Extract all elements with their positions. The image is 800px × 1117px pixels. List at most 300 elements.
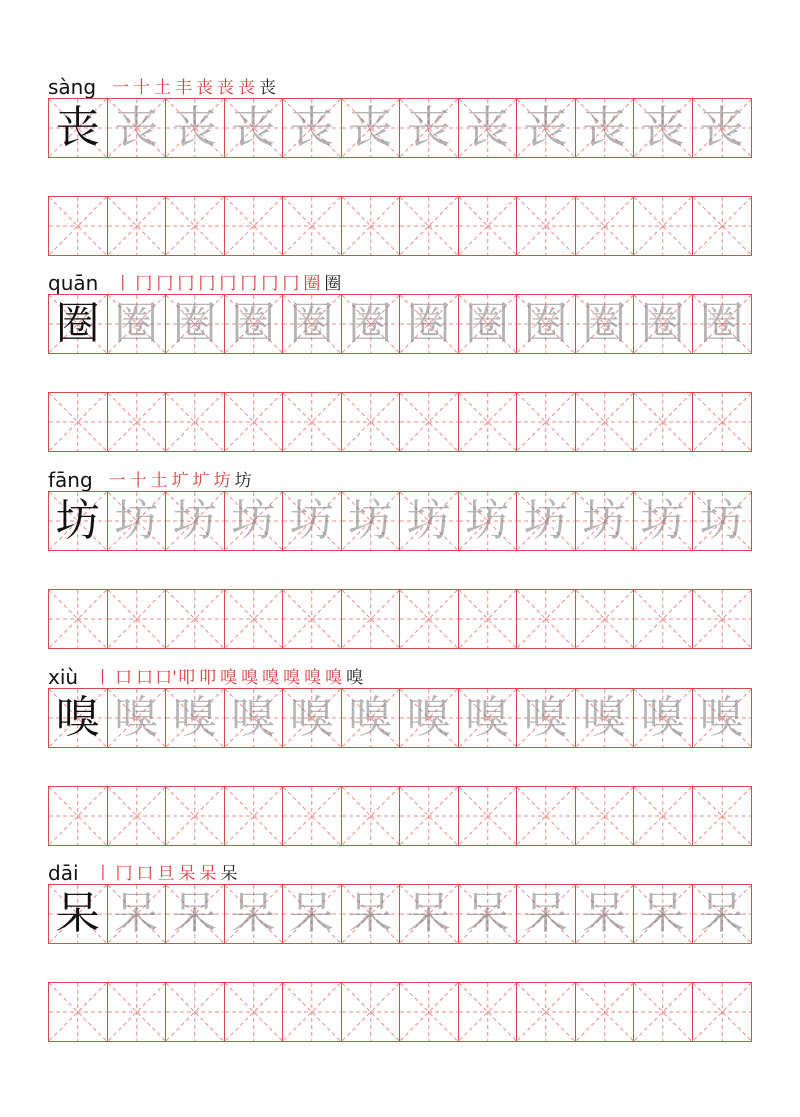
stroke-step: 丨	[94, 864, 112, 884]
stroke-step: 口	[136, 864, 154, 884]
entry-header	[48, 854, 240, 884]
blank-cell[interactable]	[49, 787, 108, 845]
guide-lines	[108, 590, 166, 648]
stroke-step: 圹	[192, 471, 210, 491]
blank-cell[interactable]	[459, 393, 518, 451]
guide-lines	[342, 393, 400, 451]
stroke-step: 丧	[196, 78, 214, 98]
trace-cell	[225, 885, 284, 943]
blank-cell[interactable]	[634, 393, 693, 451]
blank-cell[interactable]	[108, 197, 167, 255]
stroke-step: 坊	[213, 471, 231, 491]
trace-character: 丧	[172, 102, 217, 153]
trace-character: 圈	[289, 298, 334, 349]
blank-cell[interactable]	[283, 393, 342, 451]
stroke-step: 口'	[155, 668, 177, 688]
trace-character: 圈	[465, 298, 510, 349]
blank-cell[interactable]	[166, 197, 225, 255]
guide-lines	[576, 197, 634, 255]
guide-lines	[108, 393, 166, 451]
pinyin-label: xiù	[48, 665, 79, 689]
trace-character: 丧	[699, 102, 744, 153]
stroke-step: 冂	[135, 274, 153, 294]
blank-practice-grid	[48, 982, 752, 1042]
blank-cell[interactable]	[693, 590, 752, 648]
guide-lines	[693, 197, 752, 255]
guide-lines	[400, 787, 458, 845]
trace-cell	[225, 99, 284, 157]
guide-lines	[634, 393, 692, 451]
guide-lines	[459, 393, 517, 451]
trace-character: 圈	[699, 298, 744, 349]
stroke-step: 冂	[219, 274, 237, 294]
trace-cell	[459, 885, 518, 943]
trace-character: 坊	[289, 495, 334, 546]
blank-cell[interactable]	[342, 197, 401, 255]
trace-character: 嗅	[640, 692, 685, 743]
trace-character: 坊	[231, 495, 276, 546]
trace-character: 呆	[640, 888, 685, 939]
stroke-step: 嗅	[220, 668, 238, 688]
trace-character: 丧	[523, 102, 568, 153]
trace-cell	[634, 492, 693, 550]
model-cell	[49, 885, 108, 943]
trace-cell	[400, 689, 459, 747]
entry-header	[48, 461, 254, 491]
blank-cell[interactable]	[283, 787, 342, 845]
guide-lines	[166, 787, 224, 845]
trace-cell	[517, 99, 576, 157]
model-cell	[49, 295, 108, 353]
trace-character: 坊	[640, 495, 685, 546]
guide-lines	[634, 197, 692, 255]
entry-header	[48, 264, 343, 294]
trace-character: 坊	[348, 495, 393, 546]
blank-cell[interactable]	[576, 197, 635, 255]
blank-cell[interactable]	[225, 983, 284, 1041]
stroke-step: 一	[112, 78, 130, 98]
trace-character: 呆	[231, 888, 276, 939]
character-entry	[0, 854, 800, 1044]
model-character: 呆	[55, 888, 100, 939]
model-character: 丧	[55, 102, 100, 153]
trace-character: 呆	[465, 888, 510, 939]
guide-lines	[693, 393, 752, 451]
trace-character: 圈	[348, 298, 393, 349]
trace-cell	[634, 689, 693, 747]
trace-character: 坊	[172, 495, 217, 546]
tracing-grid	[48, 884, 752, 944]
trace-character: 呆	[582, 888, 627, 939]
trace-cell	[166, 689, 225, 747]
stroke-step: 嗅	[241, 668, 259, 688]
trace-cell	[108, 295, 167, 353]
guide-lines	[576, 393, 634, 451]
guide-lines	[108, 197, 166, 255]
stroke-step: 丰	[175, 78, 193, 98]
blank-cell[interactable]	[459, 590, 518, 648]
guide-lines	[634, 590, 692, 648]
guide-lines	[693, 983, 752, 1041]
guide-lines	[576, 787, 634, 845]
stroke-step: 十	[129, 471, 147, 491]
stroke-step: 冂	[198, 274, 216, 294]
trace-cell	[108, 99, 167, 157]
blank-cell[interactable]	[342, 787, 401, 845]
character-entry	[0, 264, 800, 454]
trace-character: 丧	[640, 102, 685, 153]
trace-character: 呆	[114, 888, 159, 939]
trace-cell	[634, 295, 693, 353]
stroke-step: 口	[136, 668, 154, 688]
blank-cell[interactable]	[400, 787, 459, 845]
guide-lines	[108, 787, 166, 845]
trace-character: 呆	[523, 888, 568, 939]
stroke-step: 丨	[114, 274, 132, 294]
blank-cell[interactable]	[283, 197, 342, 255]
guide-lines	[166, 393, 224, 451]
trace-character: 嗅	[289, 692, 334, 743]
stroke-step: 冂	[261, 274, 279, 294]
blank-cell[interactable]	[225, 787, 284, 845]
blank-cell[interactable]	[576, 983, 635, 1041]
trace-character: 丧	[114, 102, 159, 153]
trace-character: 坊	[114, 495, 159, 546]
trace-cell	[400, 885, 459, 943]
trace-character: 嗅	[172, 692, 217, 743]
blank-cell[interactable]	[693, 393, 752, 451]
guide-lines	[517, 393, 575, 451]
trace-character: 嗅	[348, 692, 393, 743]
trace-cell	[459, 295, 518, 353]
blank-cell[interactable]	[225, 590, 284, 648]
blank-cell[interactable]	[108, 590, 167, 648]
guide-lines	[225, 197, 283, 255]
blank-cell[interactable]	[49, 393, 108, 451]
trace-character: 圈	[582, 298, 627, 349]
trace-cell	[693, 885, 752, 943]
trace-character: 嗅	[582, 692, 627, 743]
trace-cell	[517, 295, 576, 353]
stroke-step: 丨	[94, 668, 112, 688]
stroke-step: 丧	[217, 78, 235, 98]
blank-cell[interactable]	[108, 393, 167, 451]
trace-character: 圈	[523, 298, 568, 349]
trace-cell	[576, 492, 635, 550]
blank-practice-grid	[48, 786, 752, 846]
trace-cell	[166, 99, 225, 157]
trace-character: 坊	[465, 495, 510, 546]
guide-lines	[634, 983, 692, 1041]
stroke-step: 呆	[199, 864, 217, 884]
model-character: 坊	[55, 495, 100, 546]
blank-cell[interactable]	[342, 590, 401, 648]
blank-cell[interactable]	[166, 983, 225, 1041]
blank-cell[interactable]	[576, 590, 635, 648]
guide-lines	[225, 983, 283, 1041]
guide-lines	[166, 197, 224, 255]
trace-character: 嗅	[114, 692, 159, 743]
trace-character: 呆	[348, 888, 393, 939]
guide-lines	[49, 787, 107, 845]
trace-cell	[225, 295, 284, 353]
blank-cell[interactable]	[693, 787, 752, 845]
trace-character: 圈	[114, 298, 159, 349]
trace-cell	[576, 99, 635, 157]
stroke-order-sequence	[110, 78, 278, 98]
guide-lines	[634, 787, 692, 845]
trace-cell	[108, 885, 167, 943]
guide-lines	[166, 590, 224, 648]
model-cell	[49, 492, 108, 550]
trace-cell	[283, 492, 342, 550]
blank-cell[interactable]	[517, 393, 576, 451]
pinyin-label: dāi	[48, 861, 79, 885]
trace-cell	[166, 885, 225, 943]
blank-cell[interactable]	[49, 197, 108, 255]
guide-lines	[49, 590, 107, 648]
pinyin-label: fāng	[48, 468, 93, 492]
trace-cell	[459, 492, 518, 550]
trace-cell	[283, 295, 342, 353]
model-character: 圈	[55, 298, 100, 349]
guide-lines	[283, 983, 341, 1041]
trace-cell	[108, 492, 167, 550]
trace-cell	[225, 492, 284, 550]
trace-cell	[342, 885, 401, 943]
blank-cell[interactable]	[459, 787, 518, 845]
guide-lines	[108, 983, 166, 1041]
trace-cell	[576, 885, 635, 943]
stroke-step: 呆	[178, 864, 196, 884]
stroke-order-sequence	[93, 864, 240, 884]
stroke-step: 嗅	[325, 668, 343, 688]
blank-cell[interactable]	[225, 197, 284, 255]
blank-cell[interactable]	[634, 983, 693, 1041]
trace-character: 呆	[172, 888, 217, 939]
guide-lines	[400, 590, 458, 648]
stroke-step: 土	[150, 471, 168, 491]
trace-character: 圈	[172, 298, 217, 349]
blank-cell[interactable]	[459, 197, 518, 255]
blank-cell[interactable]	[459, 983, 518, 1041]
stroke-step: 坊	[234, 471, 252, 491]
blank-cell[interactable]	[283, 983, 342, 1041]
blank-cell[interactable]	[576, 787, 635, 845]
trace-cell	[517, 492, 576, 550]
trace-cell	[693, 295, 752, 353]
trace-cell	[342, 492, 401, 550]
blank-cell[interactable]	[634, 787, 693, 845]
guide-lines	[283, 197, 341, 255]
guide-lines	[342, 590, 400, 648]
trace-cell	[693, 99, 752, 157]
entry-header	[48, 658, 365, 688]
guide-lines	[342, 787, 400, 845]
trace-cell	[693, 689, 752, 747]
tracing-grid	[48, 491, 752, 551]
guide-lines	[49, 393, 107, 451]
blank-cell[interactable]	[693, 197, 752, 255]
tracing-grid	[48, 98, 752, 158]
trace-cell	[283, 689, 342, 747]
trace-character: 坊	[406, 495, 451, 546]
guide-lines	[517, 787, 575, 845]
stroke-step: 十	[133, 78, 151, 98]
blank-cell[interactable]	[517, 787, 576, 845]
stroke-step: 一	[108, 471, 126, 491]
stroke-step: 旦	[157, 864, 175, 884]
trace-cell	[634, 99, 693, 157]
character-entry	[0, 658, 800, 848]
stroke-order-sequence	[112, 274, 343, 294]
trace-character: 圈	[231, 298, 276, 349]
blank-cell[interactable]	[166, 393, 225, 451]
guide-lines	[459, 590, 517, 648]
stroke-step: 嗅	[304, 668, 322, 688]
guide-lines	[283, 590, 341, 648]
trace-cell	[400, 295, 459, 353]
stroke-step: 冂	[177, 274, 195, 294]
trace-cell	[459, 689, 518, 747]
stroke-order-sequence	[107, 471, 254, 491]
stroke-step: 叩	[178, 668, 196, 688]
trace-character: 丧	[231, 102, 276, 153]
trace-character: 丧	[348, 102, 393, 153]
stroke-step: 叩	[199, 668, 217, 688]
trace-character: 嗅	[465, 692, 510, 743]
blank-cell[interactable]	[400, 197, 459, 255]
blank-cell[interactable]	[400, 590, 459, 648]
stroke-step: 丧	[259, 78, 277, 98]
guide-lines	[225, 787, 283, 845]
blank-cell[interactable]	[634, 197, 693, 255]
trace-character: 嗅	[231, 692, 276, 743]
guide-lines	[400, 197, 458, 255]
blank-cell[interactable]	[108, 983, 167, 1041]
trace-character: 圈	[640, 298, 685, 349]
blank-cell[interactable]	[166, 590, 225, 648]
guide-lines	[283, 787, 341, 845]
trace-cell	[166, 492, 225, 550]
guide-lines	[166, 983, 224, 1041]
trace-character: 坊	[523, 495, 568, 546]
trace-character: 嗅	[523, 692, 568, 743]
model-character: 嗅	[55, 692, 100, 743]
blank-cell[interactable]	[166, 787, 225, 845]
stroke-step: 嗅	[283, 668, 301, 688]
trace-character: 嗅	[699, 692, 744, 743]
blank-cell[interactable]	[400, 393, 459, 451]
trace-character: 丧	[289, 102, 334, 153]
guide-lines	[283, 393, 341, 451]
blank-cell[interactable]	[283, 590, 342, 648]
guide-lines	[693, 787, 752, 845]
trace-cell	[166, 295, 225, 353]
blank-cell[interactable]	[693, 983, 752, 1041]
trace-cell	[400, 492, 459, 550]
trace-cell	[517, 689, 576, 747]
character-entry	[0, 461, 800, 651]
blank-cell[interactable]	[517, 197, 576, 255]
guide-lines	[342, 983, 400, 1041]
blank-cell[interactable]	[576, 393, 635, 451]
trace-character: 丧	[406, 102, 451, 153]
pinyin-label: quān	[48, 271, 99, 295]
trace-cell	[342, 295, 401, 353]
blank-cell[interactable]	[634, 590, 693, 648]
stroke-step: 嗅	[262, 668, 280, 688]
trace-character: 坊	[699, 495, 744, 546]
blank-cell[interactable]	[225, 393, 284, 451]
guide-lines	[693, 590, 752, 648]
blank-practice-grid	[48, 196, 752, 256]
trace-cell	[459, 99, 518, 157]
guide-lines	[517, 590, 575, 648]
stroke-step: 圈	[303, 274, 321, 294]
trace-cell	[283, 99, 342, 157]
guide-lines	[225, 393, 283, 451]
trace-cell	[342, 99, 401, 157]
stroke-step: 呆	[220, 864, 238, 884]
guide-lines	[400, 983, 458, 1041]
trace-cell	[342, 689, 401, 747]
trace-cell	[225, 689, 284, 747]
blank-cell[interactable]	[517, 983, 576, 1041]
guide-lines	[459, 983, 517, 1041]
blank-cell[interactable]	[108, 787, 167, 845]
model-cell	[49, 689, 108, 747]
trace-character: 坊	[582, 495, 627, 546]
entry-header	[48, 68, 278, 98]
stroke-step: 圹	[171, 471, 189, 491]
stroke-step: 冂	[115, 864, 133, 884]
blank-cell[interactable]	[342, 393, 401, 451]
stroke-step: 丧	[238, 78, 256, 98]
blank-cell[interactable]	[49, 983, 108, 1041]
trace-character: 丧	[582, 102, 627, 153]
stroke-step: 嗅	[346, 668, 364, 688]
trace-cell	[400, 99, 459, 157]
trace-cell	[517, 885, 576, 943]
guide-lines	[49, 197, 107, 255]
guide-lines	[459, 787, 517, 845]
character-entry	[0, 68, 800, 258]
blank-cell[interactable]	[517, 590, 576, 648]
blank-cell[interactable]	[342, 983, 401, 1041]
trace-cell	[108, 689, 167, 747]
trace-character: 呆	[699, 888, 744, 939]
trace-cell	[576, 689, 635, 747]
stroke-step: 冂	[156, 274, 174, 294]
trace-character: 呆	[406, 888, 451, 939]
stroke-step: 土	[154, 78, 172, 98]
guide-lines	[517, 983, 575, 1041]
pinyin-label: sàng	[48, 75, 97, 99]
stroke-step: 圈	[324, 274, 342, 294]
stroke-step: 口	[115, 668, 133, 688]
guide-lines	[225, 590, 283, 648]
blank-cell[interactable]	[49, 590, 108, 648]
stroke-step: 冂	[240, 274, 258, 294]
trace-character: 嗅	[406, 692, 451, 743]
model-cell	[49, 99, 108, 157]
blank-cell[interactable]	[400, 983, 459, 1041]
blank-practice-grid	[48, 392, 752, 452]
stroke-order-sequence	[92, 668, 365, 688]
trace-character: 丧	[465, 102, 510, 153]
guide-lines	[459, 197, 517, 255]
